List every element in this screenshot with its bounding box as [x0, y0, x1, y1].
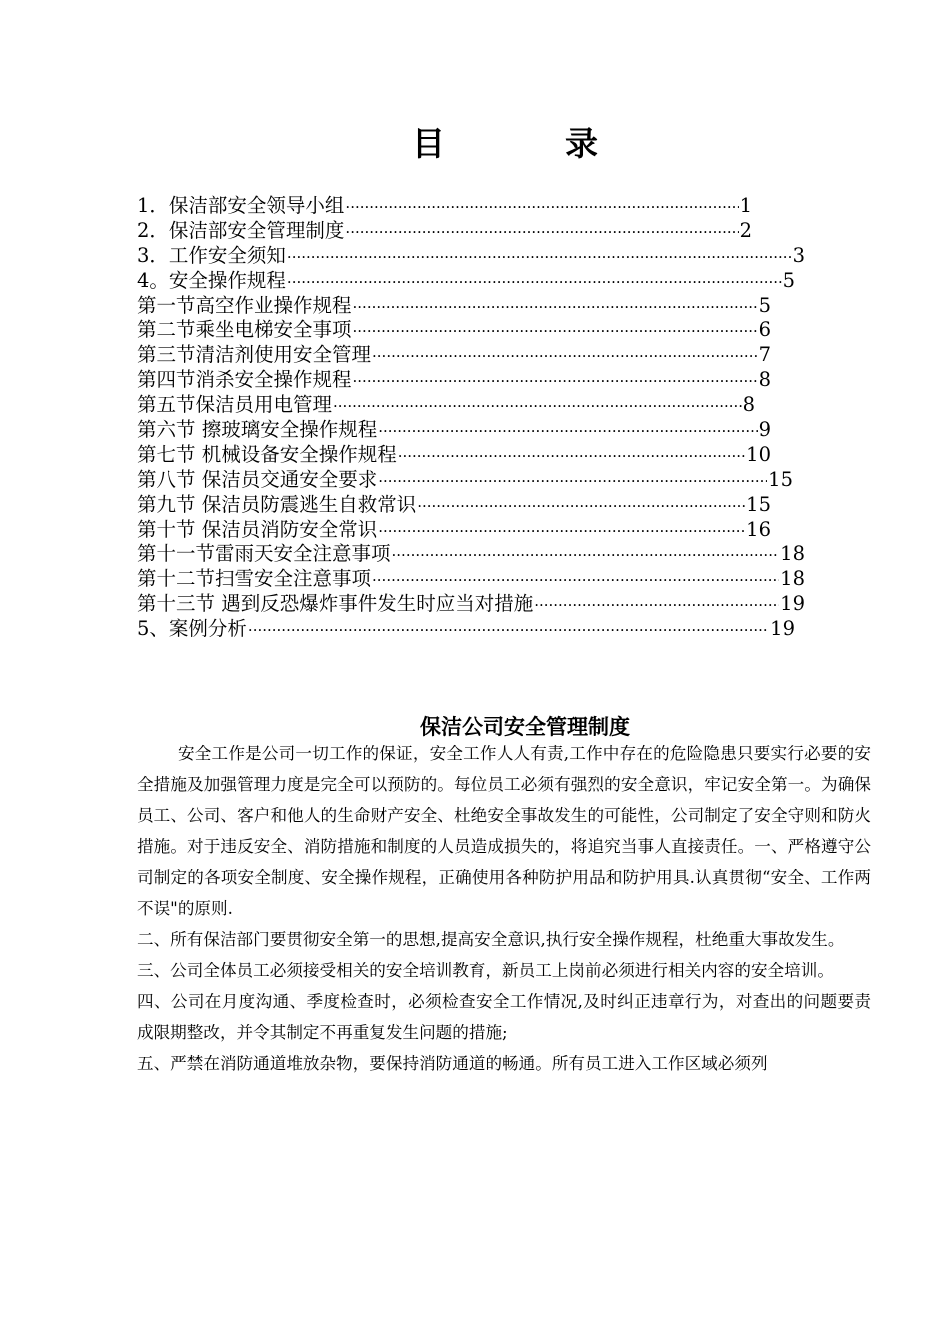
toc-entry-page: 15	[768, 467, 793, 491]
toc-entry-label: 第二节乘坐电梯安全事项	[137, 318, 352, 342]
toc-entry[interactable]	[137, 243, 805, 268]
document-body	[137, 738, 871, 1079]
toc-entry[interactable]	[137, 616, 795, 641]
toc-entry[interactable]	[137, 367, 771, 392]
paragraph-4: 四、公司在月度沟通、季度检查时，必须检查安全工作情况,及时纠正违章行为，对查出的问题要责成限期整改，并令其制定不再重复发生问题的措施;	[137, 992, 871, 1042]
toc-dot-leader	[378, 519, 745, 544]
toc-entry[interactable]	[137, 218, 752, 243]
toc-entry-page: 2	[739, 218, 752, 242]
toc-entry-label: 第九节 保洁员防震逃生自救常识	[137, 492, 417, 516]
toc-entry-page: 6	[758, 318, 771, 342]
toc-entry-label: 第十节 保洁员消防安全常识	[137, 517, 378, 541]
toc-dot-leader	[534, 593, 779, 618]
toc-dot-leader	[372, 568, 779, 593]
toc-entry-page: 18	[780, 567, 805, 591]
toc-entry-page: 19	[780, 592, 805, 616]
toc-entry-page: 5	[758, 293, 771, 317]
toc-entry[interactable]	[137, 591, 805, 616]
toc-entry[interactable]	[137, 392, 755, 417]
toc-entry[interactable]	[137, 566, 805, 591]
toc-entry-label: 第十一节雷雨天安全注意事项	[137, 542, 391, 566]
toc-entry-label: 第一节高空作业操作规程	[137, 293, 352, 317]
toc-entry-page: 1	[739, 194, 752, 217]
toc-dot-leader	[333, 394, 742, 419]
toc-entry-page: 3	[792, 243, 805, 267]
toc-entry-label: 4。安全操作规程	[137, 268, 286, 292]
toc-entry[interactable]	[137, 268, 795, 293]
toc-entry-page: 19	[770, 617, 795, 641]
toc-entry-label: 5、案例分析	[137, 617, 247, 641]
toc-dot-leader	[287, 245, 792, 270]
toc-entry-label: 第十二节扫雪安全注意事项	[137, 567, 372, 591]
toc-entry-label: 1．保洁部安全领导小组	[137, 194, 345, 217]
toc-entry-label: 第五节保洁员用电管理	[137, 393, 333, 417]
toc-entry[interactable]	[137, 293, 771, 318]
paragraph-5: 五、严禁在消防通道堆放杂物，要保持消防通道的畅通。所有员工进入工作区域必须列	[137, 1054, 768, 1073]
paragraph-3: 三、公司全体员工必须接受相关的安全培训教育，新员工上岗前必须进行相关内容的安全培训。	[137, 961, 834, 980]
toc-entry-page: 8	[758, 368, 771, 392]
toc-entry-page: 15	[746, 492, 771, 516]
toc-entry[interactable]	[137, 517, 771, 542]
toc-dot-leader	[345, 195, 738, 220]
toc-entry-page: 7	[758, 343, 771, 367]
toc-dot-leader	[372, 344, 758, 369]
toc-dot-leader	[345, 220, 738, 245]
toc-entry[interactable]	[137, 467, 793, 492]
toc-entry-label: 第四节消杀安全操作规程	[137, 368, 352, 392]
toc-entry-page: 10	[746, 442, 771, 466]
toc-entry[interactable]	[137, 417, 771, 442]
toc-entry-label: 第十三节 遇到反恐爆炸事件发生时应当对措施	[137, 592, 534, 616]
toc-entry[interactable]	[137, 492, 771, 517]
table-of-contents	[137, 193, 817, 641]
toc-dot-leader	[353, 369, 758, 394]
document-title: 保洁公司安全管理制度	[420, 715, 630, 739]
toc-dot-leader	[353, 319, 758, 344]
toc-dot-leader	[398, 444, 745, 469]
toc-entry-label: 2．保洁部安全管理制度	[137, 218, 345, 242]
toc-dot-leader	[353, 295, 758, 320]
toc-entry-label: 第七节 机械设备安全操作规程	[137, 442, 397, 466]
toc-entry-page: 8	[742, 393, 755, 417]
toc-entry-label: 第八节 保洁员交通安全要求	[137, 467, 378, 491]
toc-dot-leader	[417, 494, 745, 519]
toc-entry[interactable]	[137, 317, 771, 342]
toc-entry[interactable]	[137, 442, 771, 467]
toc-title	[0, 122, 950, 166]
toc-entry-page: 5	[782, 268, 795, 292]
paragraph-intro: 安全工作是公司一切工作的保证，安全工作人人有责,工作中存在的危险隐患只要实行必要的安全措施及加强管理力度是完全可以预防的。每位员工必须有强烈的安全意识，牢记安全第一。为确保员工、公司、客户和他人的生命财产安全、杜绝安全事故发生的可能性，公司制定了安全守则和防火措施。对于违反安全、消防措施和制度的人员造成损失的，将追究当事人直接责任。一、严格遵守公司制定的各项安全制度、安全操作规程，正确使用各种防护用品和防护用具.认真贯彻“安全、工作两不误"的原则.	[137, 744, 871, 918]
toc-entry-label: 3．工作安全须知	[137, 243, 286, 267]
toc-dot-leader	[287, 270, 782, 295]
toc-entry[interactable]	[137, 193, 752, 218]
toc-entry-page: 16	[746, 517, 771, 541]
toc-dot-leader	[378, 469, 767, 494]
toc-entry-label: 第六节 擦玻璃安全操作规程	[137, 418, 378, 442]
toc-title-char-2: 录	[565, 124, 598, 163]
toc-entry[interactable]	[137, 342, 771, 367]
paragraph-2: 二、所有保洁部门要贯彻安全第一的思想,提高安全意识,执行安全操作规程，杜绝重大事故发生。	[137, 930, 845, 949]
toc-entry[interactable]	[137, 541, 805, 566]
toc-dot-leader	[248, 618, 769, 643]
toc-dot-leader	[392, 543, 780, 568]
toc-entry-page: 18	[780, 542, 805, 566]
toc-title-char-1: 目	[412, 124, 445, 163]
toc-entry-page: 9	[758, 418, 771, 442]
toc-dot-leader	[378, 419, 757, 444]
toc-entry-label: 第三节清洁剂使用安全管理	[137, 343, 372, 367]
